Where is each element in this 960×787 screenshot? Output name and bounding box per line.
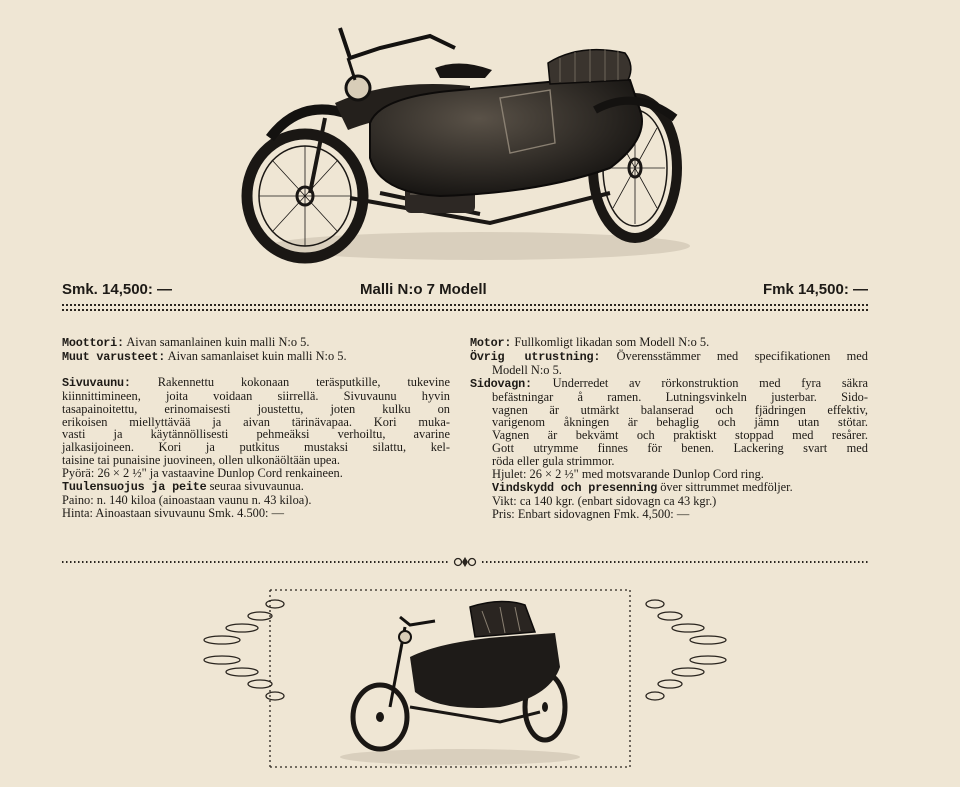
sidecar-label: Sidovagn: [470, 376, 532, 391]
price-text: Hinta: Ainoastaan sivuvaunu Smk. 4.500: — [62, 505, 284, 520]
wheels-text: Hjulet: 26 × 2 ½" med motsvarande Dunlop Cord ring. [492, 467, 764, 482]
sidecar-text: jalkasijoineen. Kori ja putkitus mustaksi silattu, kel- [62, 440, 450, 455]
decorative-frame [200, 582, 730, 772]
model-title: Malli N:o 7 Modell [360, 281, 487, 298]
weight-text: Paino: n. 140 kiloa (ainoastaan vaunu n. 43 kiloa). [62, 492, 312, 507]
engine-label: Motor: [470, 336, 512, 350]
price-text: Pris: Enbart sidovagnen Fmk. 4,500: — [492, 506, 690, 521]
cover-label: Tuulensuojus ja peite [62, 480, 207, 495]
dotted-rule [62, 309, 868, 311]
price-fmk: Fmk 14,500: — [762, 281, 868, 298]
sidecar-text: varigenom åkningen är behaglig och jämn utan stötar. [492, 415, 868, 430]
sidecar-label: Sivuvaunu: [62, 375, 131, 390]
sidecar-text: Underredet av rörkonstruktion med fyra säkra [552, 375, 868, 390]
equipment-text: Aivan samanlaiset kuin malli N:o 5. [167, 348, 347, 363]
sidecar-text: vasti ja käytännöllisesti pehmeäksi verhoiltu, avarine [62, 427, 450, 442]
equipment-text: Modell N:o 5. [492, 362, 562, 377]
sidecar-text: röda eller gula strimmor. [492, 454, 615, 469]
cover-text: över sittrummet medföljer. [660, 479, 793, 494]
cover-text: seuraa sivuvaunua. [209, 479, 304, 494]
sidecar-text: Gott utrymme finnes för benen. Lackering svart med [492, 441, 868, 456]
equipment-label: Muut varusteet: [62, 349, 166, 364]
sidecar-text: erikoisen miellyttävää ja aivan tärinävapaa. Kori muka- [62, 414, 450, 429]
swedish-specification [470, 336, 868, 521]
ornamental-divider [62, 556, 868, 568]
engine-text: Aivan samanlainen kuin malli N:o 5. [126, 335, 310, 349]
sidecar-text: tasapainoitettu, erinomaisesti joustettu, joten kulku on [62, 401, 450, 416]
cover-label: Vindskydd och presenning [492, 480, 658, 495]
finnish-specification [62, 336, 450, 520]
motorcycle-sidecar-illustration [230, 18, 700, 268]
weight-text: Vikt: ca 140 kgr. (enbart sidovagn ca 43 kgr.) [492, 493, 717, 508]
sidecar-text: Rakennettu kokonaan teräsputkille, tukevine [157, 374, 450, 389]
sidecar-text: vagnen är utmärkt balanserad och fjädringen effektiv, [492, 402, 868, 417]
dotted-rule [62, 304, 868, 306]
equipment-text: Överensstämmer med specifikationen med [616, 348, 868, 363]
sidecar-text: kiinnittimineen, joita voidaan siirrellä. Sivuvaunu hyvin [62, 388, 450, 403]
sidecar-text: taisine tai punaisine juovineen, ollen ulkonäöltään upea. [62, 453, 341, 468]
engine-label: Moottori: [62, 336, 124, 350]
price-smk: Smk. 14,500: — [62, 281, 173, 298]
sidecar-text: Vagnen är bekvämt och praktiskt stoppad med resårer. [492, 428, 868, 443]
equipment-label: Övrig utrustning: [470, 349, 601, 364]
engine-text: Fullkomligt likadan som Modell N:o 5. [514, 335, 710, 349]
tyre-text: Pyörä: 26 × 2 ½" ja vastaavine Dunlop Cord renkaineen. [62, 466, 343, 481]
sidecar-text: befästningar å ramen. Lutningsvinkeln justerbar. Sido- [492, 389, 868, 404]
price-header [62, 277, 868, 303]
